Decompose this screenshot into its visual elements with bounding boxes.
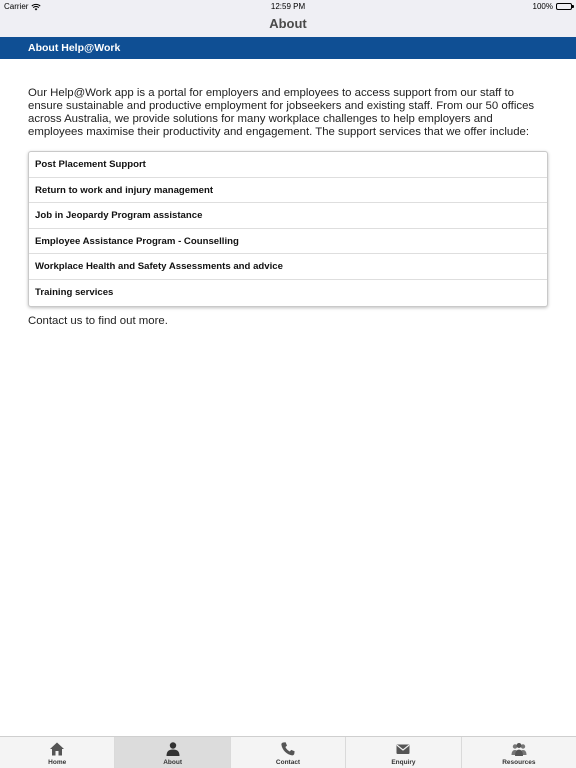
tab-resources[interactable] [462,737,576,768]
tab-label: Resources [502,759,536,766]
section-header: About Help@Work [0,37,576,59]
home-icon [49,741,65,757]
list-item[interactable]: Return to work and injury management [29,178,547,204]
navigation-bar [0,13,576,37]
person-icon [165,741,181,757]
envelope-icon [395,741,411,757]
tab-label: Home [48,759,67,766]
tab-about[interactable] [115,737,230,768]
group-icon [511,741,527,757]
tab-label: Contact [275,759,301,766]
tab-label: About [163,759,182,766]
list-item[interactable]: Employee Assistance Program - Counselling [29,229,547,255]
carrier-label: Carrier [4,2,29,11]
battery-icon [556,3,572,10]
phone-icon [280,741,296,757]
tab-bar [0,736,576,768]
status-time: 12:59 PM [270,2,306,11]
tab-enquiry[interactable] [346,737,461,768]
list-item[interactable]: Post Placement Support [29,152,547,178]
page-title: About [269,16,307,31]
services-list [28,151,548,307]
contact-prompt: Contact us to find out more. [28,315,168,327]
tab-label: Enquiry [391,759,416,766]
battery-percent: 100% [532,2,553,11]
list-item[interactable]: Workplace Health and Safety Assessments and advice [29,254,547,280]
list-item[interactable]: Job in Jeopardy Program assistance [29,203,547,229]
intro-paragraph: Our Help@Work app is a portal for employers and employees to access support from our staff to ensure sustainable and productive employment for jobseekers and existing staff. From our 50 offices across Australia, we provide solutions for many workplace challenges to help employers and employees maximise their productivity and engagement. The support services that we offer include: [28,87,535,138]
list-item[interactable]: Training services [35,286,114,298]
tab-home[interactable] [0,737,115,768]
tab-contact[interactable] [231,737,346,768]
status-bar [0,0,576,13]
battery-indicator [533,2,572,11]
